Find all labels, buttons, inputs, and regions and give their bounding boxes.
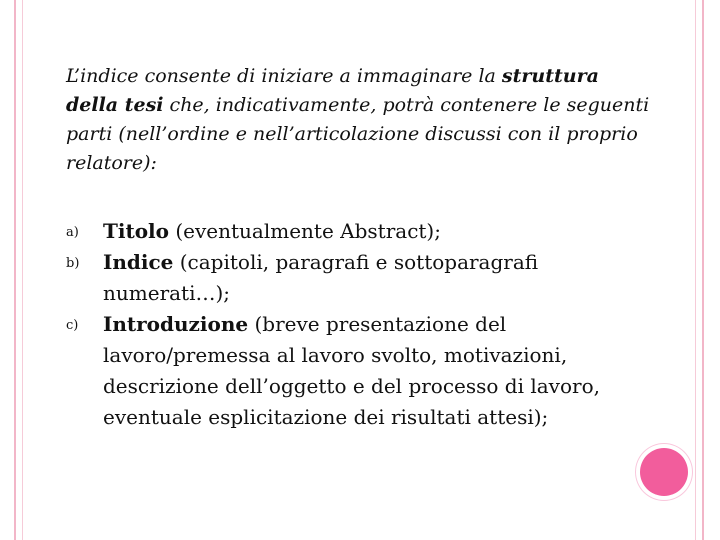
item-title: Titolo (103, 219, 169, 243)
intro-text-end: che, indicativamente, potrà contenere le seguenti parti (nell’ordine e nell’articolazione discussi con il proprio relatore): (66, 94, 650, 174)
list-marker: a) (66, 225, 79, 240)
item-text: (breve presentazione del lavoro/premessa al lavoro svolto, motivazioni, descrizione dell’oggetto e del processo di lavoro, eventuale esplicitazione dei risultati attesi); (103, 312, 600, 429)
intro-bold-phrase: struttura della tesi (66, 65, 599, 116)
item-title: Indice (103, 250, 174, 274)
thesis-parts-list (66, 216, 626, 433)
item-text: (capitoli, paragrafi e sottoparagrafi numerati…); (103, 250, 539, 305)
list-item (66, 309, 626, 433)
item-title: Introduzione (103, 312, 249, 336)
list-item (66, 247, 626, 309)
list-marker: b) (66, 256, 80, 271)
item-text: (eventualmente Abstract); (169, 219, 441, 243)
decorative-pink-circle (640, 448, 688, 496)
list-item (66, 216, 626, 247)
intro-paragraph (66, 62, 656, 178)
list-marker: c) (66, 318, 79, 333)
intro-text-start: L’indice consente di iniziare a immaginare la (66, 65, 502, 87)
